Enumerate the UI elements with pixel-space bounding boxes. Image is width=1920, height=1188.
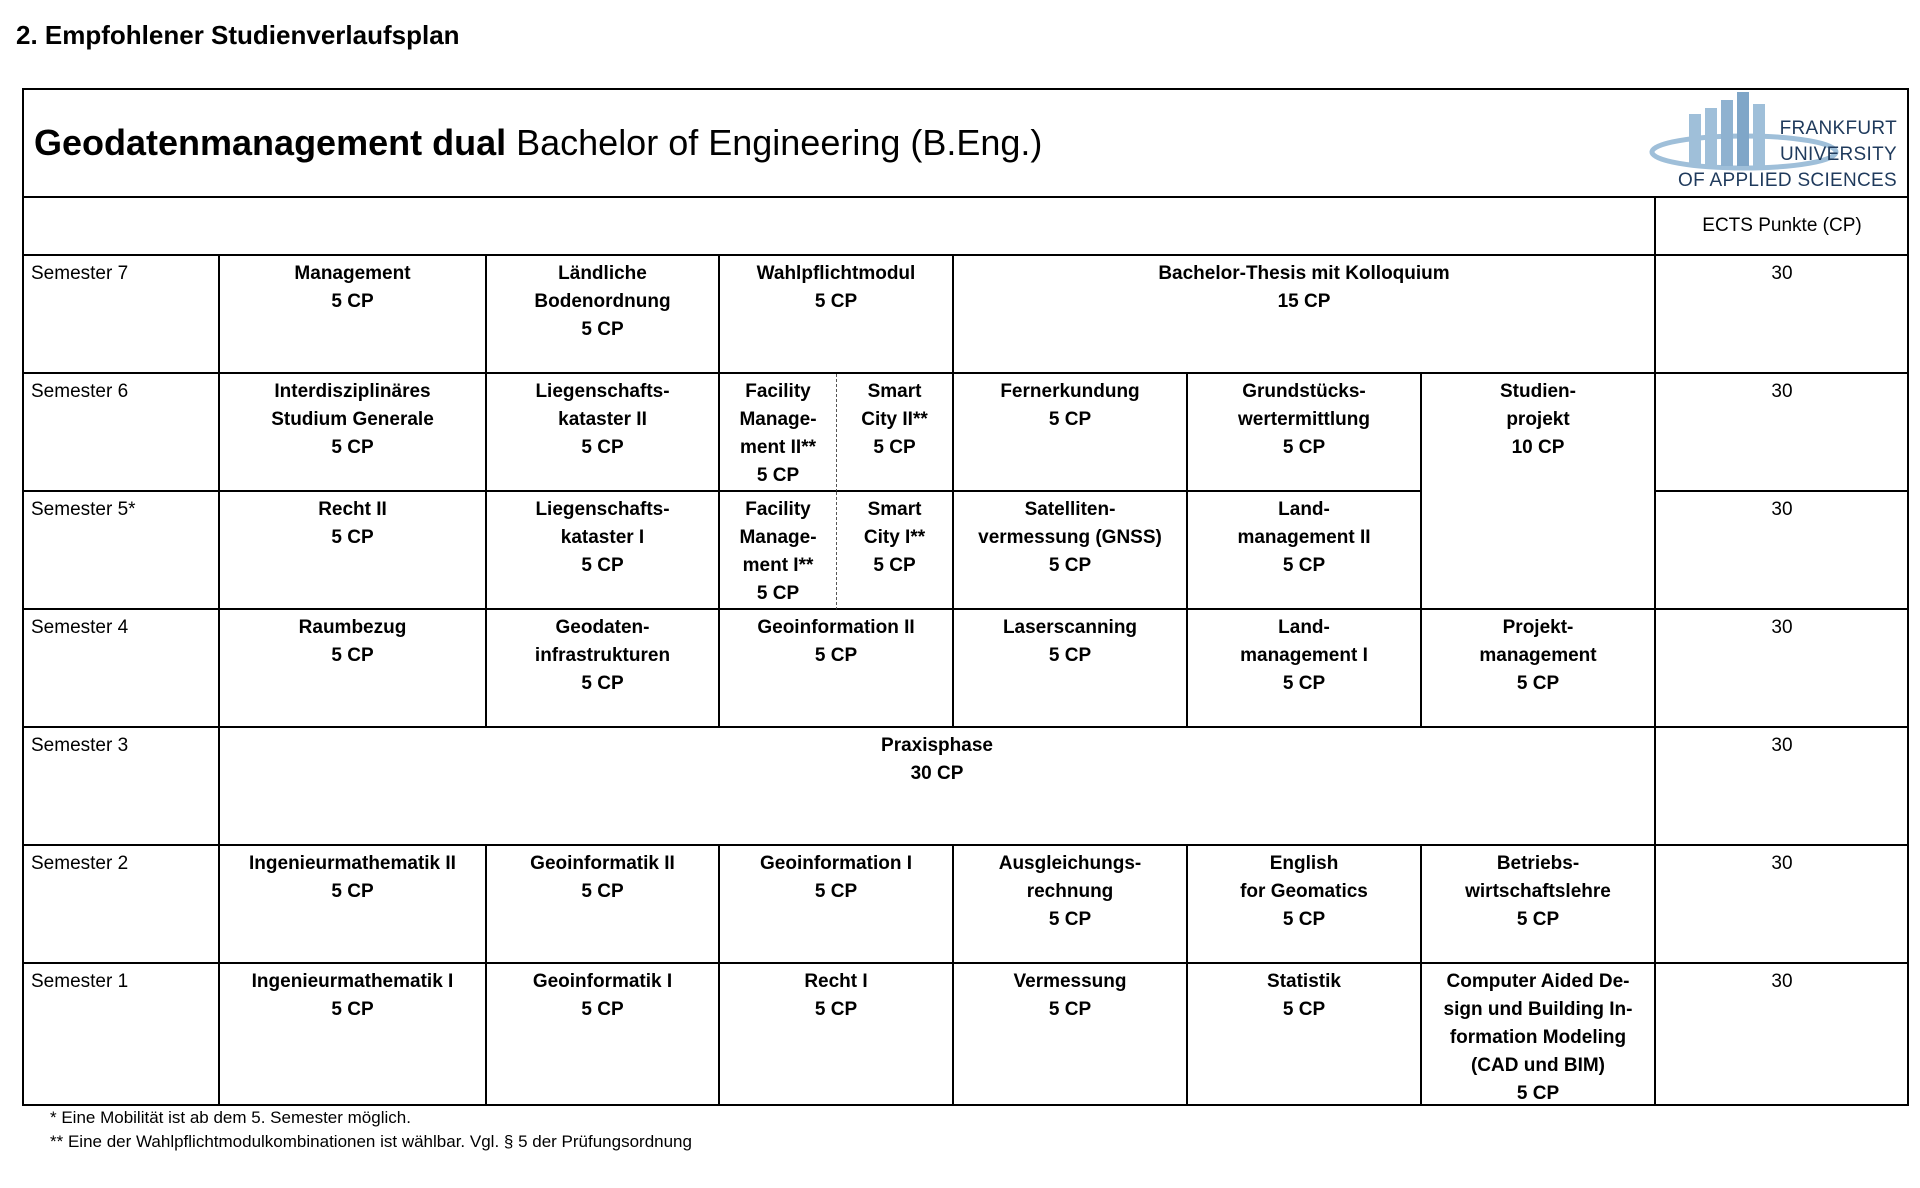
module-name: Facility (745, 381, 811, 402)
module-cell (1188, 492, 1422, 610)
module-cell (954, 610, 1188, 728)
semester-label: Semester 2 (24, 846, 220, 964)
logo-text (1678, 116, 1897, 194)
module-name: Ingenieurmathematik I (251, 971, 454, 992)
module-name: (CAD und BIM) (1470, 1055, 1606, 1076)
module-credits: 10 CP (1511, 437, 1565, 458)
module-cell (720, 256, 954, 374)
module-credits: 5 CP (1048, 909, 1092, 930)
module-name: vermessung (GNSS) (978, 527, 1162, 548)
module-credits: 5 CP (1516, 909, 1560, 930)
module-credits: 5 CP (814, 999, 858, 1020)
module-credits: 5 CP (1282, 909, 1326, 930)
module-cell (487, 374, 720, 492)
module-name: City II** (861, 409, 928, 430)
module-credits: 5 CP (873, 437, 916, 458)
module-cell (1422, 374, 1656, 610)
module-cell (487, 256, 720, 374)
module-name: Betriebs- (1496, 853, 1580, 874)
module-name: Projekt- (1502, 617, 1574, 638)
module-name: Geodaten- (555, 617, 650, 638)
module-cell (487, 846, 720, 964)
module-name: Geoinformatik II (530, 853, 675, 874)
program-name: Geodatenmanagement dual (34, 122, 507, 163)
module-credits: 5 CP (814, 645, 858, 666)
module-cell (220, 374, 487, 492)
module-cell (954, 256, 1656, 374)
module-name: Grundstücks- (1242, 381, 1366, 402)
module-credits: 5 CP (581, 319, 624, 340)
semester-label: Semester 6 (24, 374, 220, 492)
module-cell (1188, 374, 1422, 492)
module-name: Praxisphase (881, 735, 993, 756)
title-bar (24, 90, 1907, 198)
module-name: Liegenschafts- (535, 499, 670, 520)
module-name: Geoinformation I (760, 853, 912, 874)
module-name: Recht II (318, 499, 387, 520)
module-name: projekt (1506, 409, 1570, 430)
module-name: Manage- (739, 409, 817, 430)
module-cell (1422, 964, 1656, 1106)
module-name: Management (294, 263, 411, 284)
program-title (34, 122, 1042, 164)
header-blank (24, 196, 1656, 256)
module-credits: 5 CP (331, 527, 374, 548)
ects-value: 30 (1656, 846, 1908, 964)
module-name: Bodenordnung (534, 291, 671, 312)
module-credits: 5 CP (814, 881, 858, 902)
module-cell (837, 374, 954, 492)
module-name: management II (1237, 527, 1371, 548)
module-credits: 5 CP (331, 291, 374, 312)
module-credits: 5 CP (1048, 999, 1092, 1020)
module-cell (720, 610, 954, 728)
ects-header: ECTS Punkte (CP) (1656, 196, 1908, 256)
module-cell (720, 964, 954, 1106)
module-name: Laserscanning (1002, 617, 1138, 638)
module-cell (220, 846, 487, 964)
module-name: kataster II (558, 409, 647, 430)
module-credits: 5 CP (1516, 1083, 1560, 1104)
module-credits: 5 CP (1282, 999, 1326, 1020)
module-credits: 5 CP (814, 291, 858, 312)
university-logo (1649, 90, 1899, 194)
module-name: sign und Building In- (1443, 999, 1633, 1020)
module-name: Studium Generale (271, 409, 434, 430)
module-cell (220, 610, 487, 728)
module-name: Computer Aided De- (1446, 971, 1630, 992)
logo-line: OF APPLIED SCIENCES (1678, 170, 1897, 191)
module-credits: 5 CP (1048, 645, 1092, 666)
module-name: formation Modeling (1449, 1027, 1627, 1048)
module-cell (487, 610, 720, 728)
module-credits: 5 CP (1516, 673, 1560, 694)
module-credits: 5 CP (756, 465, 800, 486)
module-name: Ausgleichungs- (998, 853, 1142, 874)
module-cell (1422, 846, 1656, 964)
module-cell (720, 492, 837, 610)
module-cell (220, 256, 487, 374)
module-name: Raumbezug (298, 617, 407, 638)
module-name: Statistik (1267, 971, 1341, 992)
module-cell (487, 964, 720, 1106)
module-name: City I** (863, 527, 926, 548)
module-name: Vermessung (1013, 971, 1127, 992)
module-cell (220, 492, 487, 610)
module-credits: 5 CP (581, 673, 624, 694)
module-credits: 5 CP (331, 437, 374, 458)
degree-name: Bachelor of Engineering (B.Eng.) (506, 122, 1043, 163)
logo-line: FRANKFURT (1779, 118, 1897, 139)
module-cell (954, 846, 1188, 964)
module-credits: 5 CP (1048, 555, 1092, 576)
logo-line: UNIVERSITY (1779, 144, 1897, 165)
module-credits: 30 CP (910, 763, 964, 784)
module-name: Facility (745, 499, 811, 520)
module-credits: 5 CP (873, 555, 916, 576)
module-cell (837, 492, 954, 610)
module-name: ment I** (742, 555, 814, 576)
module-name: Satelliten- (1024, 499, 1116, 520)
module-name: Ländliche (558, 263, 647, 284)
module-cell (1422, 610, 1656, 728)
module-name: management I (1240, 645, 1368, 666)
module-cell (487, 492, 720, 610)
module-name: Recht I (804, 971, 868, 992)
module-credits: 5 CP (1282, 555, 1326, 576)
module-cell (1188, 964, 1422, 1106)
module-credits: 5 CP (581, 555, 624, 576)
module-name: Liegenschafts- (535, 381, 670, 402)
module-cell (954, 374, 1188, 492)
ects-value: 30 (1656, 492, 1908, 610)
footnote: * Eine Mobilität ist ab dem 5. Semester möglich. (50, 1108, 411, 1127)
module-name: Studien- (1500, 381, 1576, 402)
module-cell (220, 964, 487, 1106)
module-name: Ingenieurmathematik II (249, 853, 456, 874)
study-plan-table (22, 88, 1909, 1106)
ects-value: 30 (1656, 610, 1908, 728)
module-credits: 15 CP (1277, 291, 1331, 312)
module-name: Smart (867, 381, 922, 402)
module-name: Bachelor-Thesis mit Kolloquium (1158, 263, 1450, 284)
module-credits: 5 CP (581, 437, 624, 458)
module-cell (1188, 610, 1422, 728)
module-cell (720, 846, 954, 964)
module-cell (1188, 846, 1422, 964)
module-cell (220, 728, 1656, 846)
module-credits: 5 CP (1282, 437, 1326, 458)
module-name: Fernerkundung (1000, 381, 1140, 402)
module-cell (720, 374, 837, 492)
semester-label: Semester 5* (24, 492, 220, 610)
module-credits: 5 CP (756, 583, 800, 604)
module-credits: 5 CP (581, 881, 624, 902)
module-name: wertermittlung (1238, 409, 1370, 430)
module-credits: 5 CP (581, 999, 624, 1020)
module-name: ment II** (739, 437, 817, 458)
module-name: English (1269, 853, 1339, 874)
semester-label: Semester 3 (24, 728, 220, 846)
ects-value: 30 (1656, 728, 1908, 846)
module-name: Manage- (739, 527, 817, 548)
module-name: Land- (1278, 617, 1330, 638)
module-name: for Geomatics (1240, 881, 1368, 902)
module-name: Wahlpflichtmodul (756, 263, 916, 284)
module-name: Geoinformatik I (532, 971, 673, 992)
module-name: management (1479, 645, 1597, 666)
section-heading: 2. Empfohlener Studienverlaufsplan (16, 20, 460, 50)
module-name: infrastrukturen (534, 645, 671, 666)
module-name: rechnung (1026, 881, 1114, 902)
module-credits: 5 CP (1282, 673, 1326, 694)
module-credits: 5 CP (331, 999, 374, 1020)
module-credits: 5 CP (331, 645, 374, 666)
module-name: Interdisziplinäres (274, 381, 431, 402)
module-cell (954, 964, 1188, 1106)
ects-value: 30 (1656, 256, 1908, 374)
module-name: kataster I (560, 527, 645, 548)
semester-label: Semester 7 (24, 256, 220, 374)
ects-value: 30 (1771, 971, 1793, 992)
semester-label: Semester 1 (24, 964, 220, 1106)
module-name: Smart (867, 499, 922, 520)
footnote: ** Eine der Wahlpflichtmodulkombinationen ist wählbar. Vgl. § 5 der Prüfungsordnung (50, 1132, 692, 1151)
module-name: Geoinformation II (757, 617, 915, 638)
module-credits: 5 CP (331, 881, 374, 902)
module-name: Land- (1278, 499, 1330, 520)
module-credits: 5 CP (1048, 409, 1092, 430)
semester-label: Semester 4 (24, 610, 220, 728)
ects-value: 30 (1656, 374, 1908, 492)
module-name: wirtschaftslehre (1465, 881, 1611, 902)
module-cell (954, 492, 1188, 610)
